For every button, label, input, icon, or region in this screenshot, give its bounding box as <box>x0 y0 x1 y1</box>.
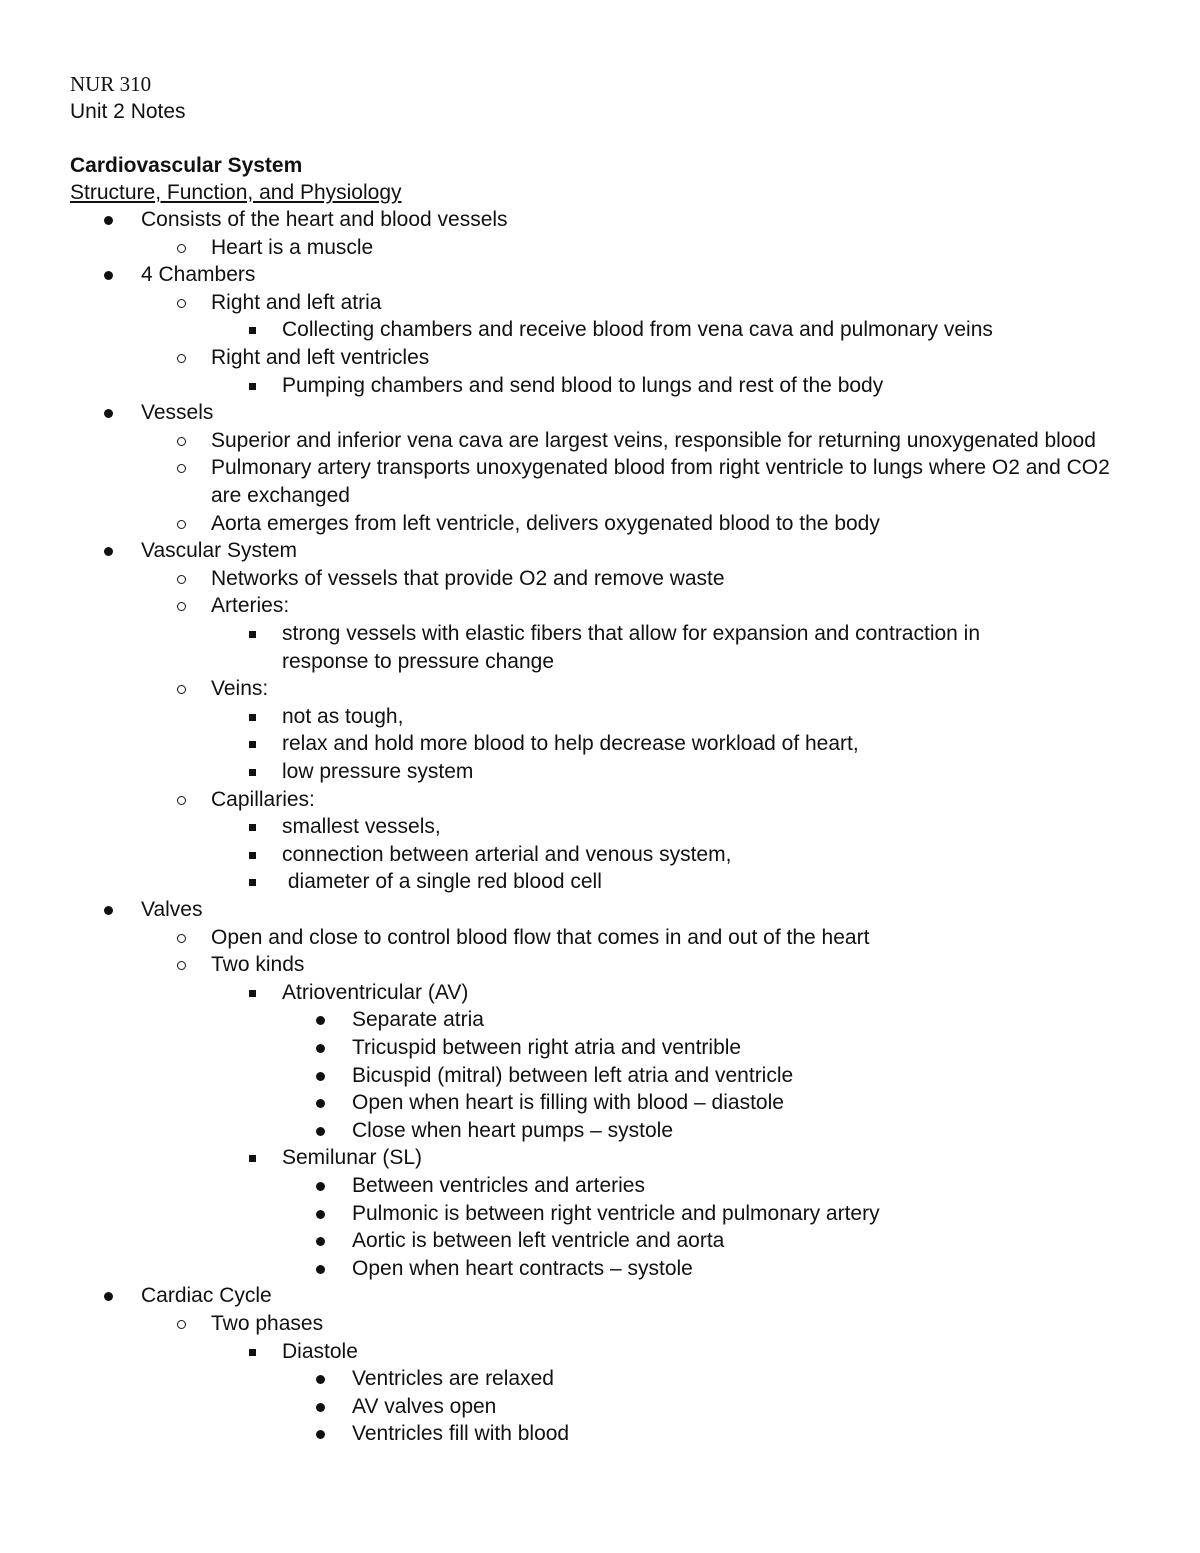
bullet-circle-icon <box>177 685 186 694</box>
list-item-text: 4 Chambers <box>141 263 256 287</box>
list-item-text: Networks of vessels that provide O2 and remove waste <box>211 566 725 590</box>
bullet-square-icon <box>249 769 256 776</box>
course-code: NUR 310 <box>70 72 152 96</box>
list-item-text: Open when heart contracts – systole <box>352 1256 693 1280</box>
bullet-circle-icon <box>177 520 186 529</box>
list-item-text: Vascular System <box>141 539 297 563</box>
list-item-text: Aortic is between left ventricle and aorta <box>352 1229 725 1253</box>
bullet-disc-icon <box>104 409 113 418</box>
list-item-text: Ventricles fill with blood <box>352 1422 570 1446</box>
bullet-disc-icon <box>316 1210 325 1219</box>
list-item-text: Pulmonary artery transports unoxygenated blood from right ventricle to lungs where O2 and CO2 are exchanged <box>211 456 1116 507</box>
bullet-disc-icon <box>316 1182 325 1191</box>
bullet-circle-icon <box>177 299 186 308</box>
bullet-circle-icon <box>177 354 186 363</box>
list-item-text: Open and close to control blood flow that comes in and out of the heart <box>211 925 870 949</box>
list-item-text: Consists of the heart and blood vessels <box>141 208 508 231</box>
bullet-square-icon <box>249 714 256 721</box>
list-item-text: Superior and inferior vena cava are largest veins, responsible for returning unoxygenated blood <box>211 428 1096 452</box>
bullet-disc-icon <box>316 1099 325 1108</box>
bullet-disc-icon <box>316 1016 325 1025</box>
list-item-text: low pressure system <box>282 760 474 783</box>
list-item-text: Ventricles are relaxed <box>352 1367 554 1391</box>
bullet-disc-icon <box>104 1292 113 1301</box>
bullet-circle-icon <box>177 1320 186 1329</box>
bullet-disc-icon <box>104 271 113 280</box>
list-item-text: Close when heart pumps – systole <box>352 1118 673 1142</box>
section-heading: Cardiovascular System <box>70 154 303 177</box>
list-item-text: connection between arterial and venous system, <box>282 842 732 866</box>
bullet-disc-icon <box>316 1237 325 1246</box>
list-item-text: Arteries: <box>211 594 290 618</box>
list-item-text: Open when heart is filling with blood – diastole <box>352 1091 784 1115</box>
bullet-square-icon <box>249 1349 256 1356</box>
bullet-disc-icon <box>316 1265 325 1274</box>
list-item-text: diameter of a single red blood cell <box>282 870 602 894</box>
bullet-square-icon <box>249 879 256 886</box>
list-item-text: Valves <box>141 898 203 921</box>
list-item-text: Pulmonic is between right ventricle and pulmonary artery <box>352 1201 880 1225</box>
list-item-text: Collecting chambers and receive blood from vena cava and pulmonary veins <box>282 318 993 342</box>
bullet-square-icon <box>249 383 256 390</box>
list-item-text: Semilunar (SL) <box>282 1146 423 1170</box>
list-item-text: AV valves open <box>352 1394 497 1418</box>
bullet-square-icon <box>249 327 256 334</box>
bullet-circle-icon <box>177 602 186 611</box>
bullet-disc-icon <box>316 1403 325 1412</box>
list-item-text: Separate atria <box>352 1008 484 1032</box>
bullet-disc-icon <box>104 547 113 556</box>
bullet-disc-icon <box>316 1375 325 1384</box>
list-item-text: Vessels <box>141 401 214 425</box>
bullet-circle-icon <box>177 437 186 446</box>
list-item-text: Heart is a muscle <box>211 235 374 259</box>
bullet-circle-icon <box>177 934 186 943</box>
list-item-text: Veins: <box>211 677 269 701</box>
bullet-circle-icon <box>177 575 186 584</box>
bullet-disc-icon <box>316 1044 325 1053</box>
list-item-text: Right and left atria <box>211 290 382 314</box>
bullet-disc-icon <box>316 1127 325 1136</box>
list-item-text: Atrioventricular (AV) <box>282 980 469 1004</box>
bullet-disc-icon <box>104 216 113 225</box>
bullet-square-icon <box>249 990 256 997</box>
list-item-text: Between ventricles and arteries <box>352 1174 645 1197</box>
bullet-square-icon <box>249 1155 256 1162</box>
bullet-circle-icon <box>177 796 186 805</box>
bullet-disc-icon <box>316 1072 325 1081</box>
list-item-text: Right and left ventricles <box>211 346 430 369</box>
unit-title: Unit 2 Notes <box>70 100 186 123</box>
bullet-circle-icon <box>177 464 186 473</box>
bullet-square-icon <box>249 631 256 638</box>
list-item-text: Tricuspid between right atria and ventrible <box>352 1036 742 1059</box>
list-item-text: Cardiac Cycle <box>141 1284 272 1308</box>
bullet-disc-icon <box>316 1430 325 1439</box>
list-item-text: smallest vessels, <box>282 815 441 839</box>
list-item-text: Bicuspid (mitral) between left atria and ventricle <box>352 1063 794 1087</box>
bullet-square-icon <box>249 824 256 831</box>
bullet-circle-icon <box>177 961 186 970</box>
list-item-text: strong vessels with elastic fibers that allow for expansion and contraction in response to pressure change <box>282 622 986 673</box>
bullet-square-icon <box>249 741 256 748</box>
list-item-text: Diastole <box>282 1339 358 1363</box>
bullet-circle-icon <box>177 244 186 253</box>
list-item-text: Two kinds <box>211 953 305 977</box>
list-item-text: relax and hold more blood to help decrease workload of heart, <box>282 732 859 756</box>
subsection-heading: Structure, Function, and Physiology <box>70 181 402 204</box>
bullet-square-icon <box>249 852 256 859</box>
list-item-text: Aorta emerges from left ventricle, delivers oxygenated blood to the body <box>211 511 880 535</box>
list-item-text: Pumping chambers and send blood to lungs and rest of the body <box>282 373 884 397</box>
list-item-text: not as tough, <box>282 704 404 728</box>
bullet-disc-icon <box>104 906 113 915</box>
list-item-text: Capillaries: <box>211 787 315 811</box>
list-item-text: Two phases <box>211 1312 324 1335</box>
